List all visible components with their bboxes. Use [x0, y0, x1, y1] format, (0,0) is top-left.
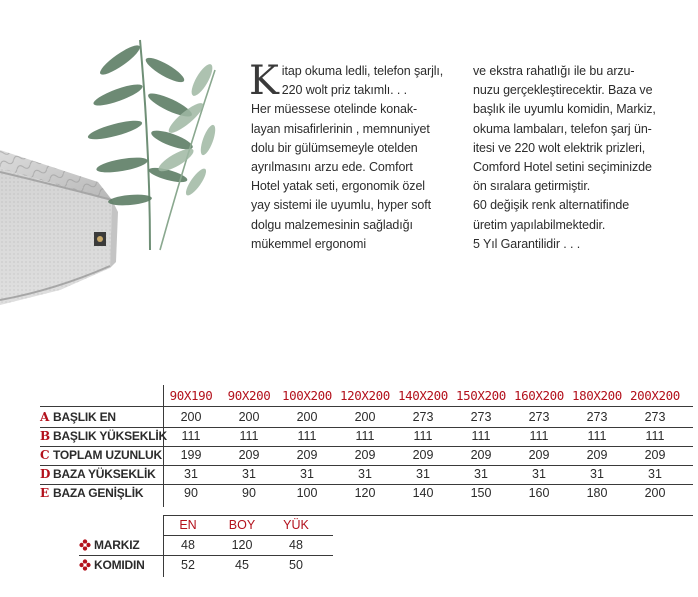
- cell-value: 31: [648, 467, 662, 481]
- cell-value: 31: [532, 467, 546, 481]
- cell-value: 111: [355, 429, 375, 443]
- size-header: 200X200: [630, 388, 680, 403]
- intro-text-right: [473, 62, 693, 254]
- cell-value: 140: [412, 486, 434, 500]
- intro-line: 5 Yıl Garantilidir . . .: [473, 236, 581, 251]
- cell-value: 120: [231, 538, 253, 552]
- intro-line: ve ekstra rahatlığı ile bu arzu-: [473, 64, 635, 78]
- cell-value: 111: [297, 429, 317, 443]
- size-header-row: [163, 385, 693, 406]
- intro-line: 60 değişik renk alternatifinde: [473, 198, 630, 213]
- table-row: [0, 427, 698, 446]
- table-row: [0, 408, 698, 427]
- cell-value: 31: [242, 467, 256, 481]
- cell-value: 273: [470, 410, 492, 424]
- size-header: 150X200: [456, 388, 506, 403]
- cell-value: 209: [296, 448, 318, 462]
- furniture-header: BOY: [228, 518, 256, 532]
- cell-value: 160: [528, 486, 550, 500]
- cell-value: 111: [529, 429, 549, 443]
- row-letter: C: [40, 448, 50, 462]
- cell-value: 200: [296, 410, 318, 424]
- table-header-rule: [40, 406, 693, 407]
- flower-icon: [79, 559, 91, 571]
- drop-cap: K: [249, 58, 279, 104]
- cell-value: 31: [416, 467, 430, 481]
- cell-value: 200: [644, 486, 666, 500]
- cell-value: 209: [354, 448, 376, 462]
- row-letter: A: [40, 410, 50, 424]
- cell-value: 45: [235, 558, 249, 572]
- cell-value: 111: [413, 429, 433, 443]
- cell-value: 273: [412, 410, 434, 424]
- cell-value: 120: [354, 486, 376, 500]
- cell-value: 209: [412, 448, 434, 462]
- cell-value: 209: [470, 448, 492, 462]
- row-letter: D: [40, 467, 51, 481]
- table-row: [0, 446, 698, 465]
- cell-value: 200: [180, 410, 202, 424]
- intro-line: dolgu malzemesinin sağladığı: [251, 217, 413, 232]
- row-letter: B: [40, 429, 51, 443]
- cell-value: 90: [184, 486, 198, 500]
- intro-line: okuma lambaları, telefon şarj ün-: [473, 121, 652, 136]
- cell-value: 48: [289, 538, 303, 552]
- cell-value: 273: [586, 410, 608, 424]
- row-label: KOMIDIN: [94, 558, 145, 572]
- furniture-header-rule: [163, 535, 333, 536]
- cell-value: 90: [242, 486, 256, 500]
- cell-value: 273: [528, 410, 550, 424]
- cell-value: 150: [470, 486, 492, 500]
- row-label: MARKIZ: [94, 538, 140, 552]
- cell-value: 200: [354, 410, 376, 424]
- cell-value: 31: [590, 467, 604, 481]
- size-header: 160X200: [514, 388, 564, 403]
- cell-value: 209: [238, 448, 260, 462]
- cell-value: 111: [471, 429, 491, 443]
- row-label: BAZA YÜKSEKLİK: [53, 467, 156, 481]
- intro-line: itap okuma ledli, telefon şarjlı,: [281, 64, 444, 78]
- size-header: 90X190: [169, 388, 213, 403]
- size-header: 90X200: [227, 388, 271, 403]
- cell-value: 52: [181, 558, 195, 572]
- table-row: [0, 484, 698, 503]
- intro-line: dolu bir gülümsemeyle otelden: [251, 140, 418, 155]
- cell-value: 31: [358, 467, 372, 481]
- intro-line: başlık ile uyumlu komidin, Markiz,: [473, 102, 656, 117]
- intro-line: ön sıralara getirmiştir.: [473, 179, 591, 194]
- intro-line: itesi ve 220 wolt elektrik prizleri,: [473, 140, 646, 155]
- table-row: [0, 537, 400, 555]
- size-header: 100X200: [282, 388, 332, 403]
- intro-line: Comford Hotel setini seçiminizde: [473, 160, 652, 175]
- flower-icon: [79, 539, 91, 551]
- row-label: TOPLAM UZUNLUK: [53, 448, 162, 462]
- table-row: [0, 465, 698, 484]
- intro-text-left: [249, 58, 463, 254]
- intro-line: nuzu gerçekleştirecektir. Baza ve: [473, 83, 653, 98]
- row-rule: [79, 555, 333, 556]
- cell-value: 111: [645, 429, 665, 443]
- furniture-header: EN: [179, 518, 197, 532]
- size-header: 180X200: [572, 388, 622, 403]
- intro-line: Hotel yatak seti, ergonomik özel: [251, 179, 425, 194]
- cell-value: 273: [644, 410, 666, 424]
- intro-line: yay sistemi ile uyumlu, hyper soft: [251, 198, 431, 213]
- cell-value: 111: [587, 429, 607, 443]
- row-letter: E: [40, 486, 50, 500]
- cell-value: 31: [184, 467, 198, 481]
- cell-value: 31: [300, 467, 314, 481]
- intro-line: mükemmel ergonomi: [251, 236, 367, 251]
- intro-line: Her müessese otelinde konak-: [251, 102, 418, 117]
- row-label: BAZA GENİŞLİK: [53, 486, 144, 500]
- furniture-top-rule: [163, 515, 693, 516]
- cell-value: 31: [474, 467, 488, 481]
- cell-value: 48: [181, 538, 195, 552]
- cell-value: 50: [289, 558, 303, 572]
- row-label: BAŞLIK YÜKSEKLİK: [53, 429, 167, 443]
- row-label: BAŞLIK EN: [53, 410, 116, 424]
- table-row: [0, 557, 400, 575]
- cell-value: 111: [181, 429, 201, 443]
- size-header: 140X200: [398, 388, 448, 403]
- cell-value: 180: [586, 486, 608, 500]
- intro-line: ayrılmasını arzu ede. Comfort: [251, 160, 413, 175]
- furniture-header: YÜK: [283, 518, 309, 532]
- cell-value: 100: [296, 486, 318, 500]
- cell-value: 200: [238, 410, 260, 424]
- mattress-illustration: [0, 0, 250, 330]
- cell-value: 199: [180, 448, 202, 462]
- intro-line: layan misafirlerinin , memnuniyet: [251, 121, 430, 136]
- cell-value: 209: [644, 448, 666, 462]
- cell-value: 209: [586, 448, 608, 462]
- cell-value: 209: [528, 448, 550, 462]
- cell-value: 111: [239, 429, 259, 443]
- size-header: 120X200: [340, 388, 390, 403]
- intro-line: 220 wolt priz takımlı. . .: [281, 83, 408, 98]
- intro-line: üretim yapılabilmektedir.: [473, 217, 606, 232]
